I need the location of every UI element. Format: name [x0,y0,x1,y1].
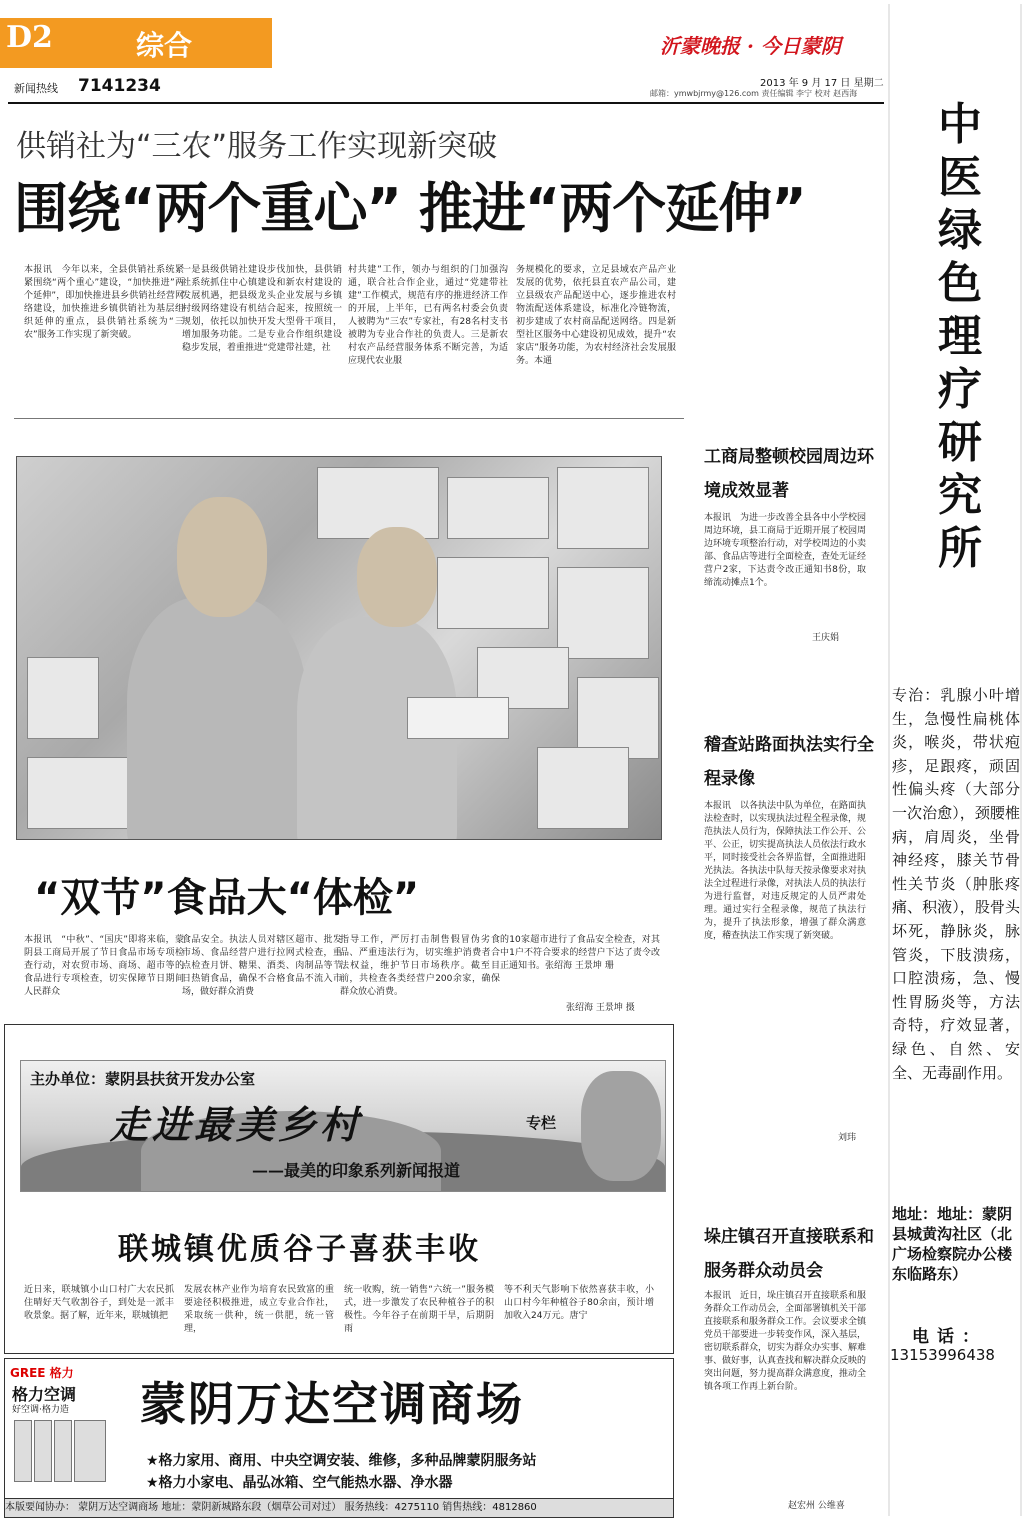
side-article-2-body: 本报讯 以各执法中队为单位，在路面执法检查时，以实现执法过程全程录像，规范执法人员行为，保障执法工作公开、公平、公正，切实提高执法人员依法行政水平，同时接受社会各界监督，全面推进阳光执法。各执法中队每天按录像要求对执法全过程进行录像，对执法人员的执法行为进行监督，对违反规定的人员严肃处理。通过实行全程录像，规范了执法行为，提升了执法形象，增强了群众满意度，稽查执法工作实现了新突破。 [704,801,867,941]
village-column-3: 统一收购，统一销售“六统一”服务模式，进一步激发了农民种植谷子的积极性。今年谷子在前期干旱，后期阴雨 [344,1285,494,1334]
clinic-phone-label: 电话： [912,1327,987,1347]
page-id: D2 [6,20,53,55]
header-rule [8,102,884,104]
village-column-1: 近日来，联城镇小山口村广大农民抓住晴好天气收割谷子，到处是一派丰收景象。据了解，近年来，联城镇把 [24,1285,174,1321]
issue-date: 2013 年 9 月 17 日 星期二 [760,78,884,89]
village-column-title: 走进最美乡村 [110,1102,363,1147]
photo-feature-column-4: 的10家超市进行了食品安全检查，对其中1户不符合要求的经营户下达了责令改正通知书。张绍海 王景坤 珊 [500,935,660,971]
ac-footer-bar: 本版要闻协办： 蒙阴万达空调商场 地址：蒙阴新城路东段（烟草公司对过） 服务热线：4275110 销售热线：4812860 [4,1498,674,1518]
side-article-3-title: 垛庄镇召开直接联系和服务群众动员会 [704,1227,874,1281]
side-article-1-author: 王庆娟 [812,633,840,643]
photo-feature-column-2: 食品安全。执法人员对辖区超市、批发市场、食品经营户进行拉网式检查，重点检查月饼、糖果、酒类、肉制品等节日热销食品，确保不合格食品不流入市场，做好群众消费 [182,935,342,997]
lead-column-2: 一是县级供销社建设步伐加快，县供销社系统抓住中心镇建设和新农村建设的发展机遇，把县级龙头企业发展与乡镇村级网络建设有机结合起来，按照统一规划，依托以加快开发大型骨干项目，增加服务功能。二是专业合作组织建设稳步发展，着重推进“党建带社建，社 [182,265,342,353]
ac-store-name: 蒙阴万达空调商场 [140,1377,524,1431]
lead-kicker: 供销社为“三农”服务工作实现新突破 [16,129,498,164]
inspection-photo [16,456,662,840]
hotline-label: 新闻热线 [14,82,58,95]
side-article-1-title: 工商局整顿校园周边环境成效显著 [704,447,874,501]
lead-column-3: 村共建”工作，领办与组织的门加强沟通，联合社合作企业，通过“党建带社建”工作模式，规范有序的推进经济工作的开展，上半年，已有两名村委会负责人被聘为“三农”专家社，有28名村支书被聘为专业合作社的负责人。三是新农村农产品经营服务体系不断完善，为适应现代农业服 [348,265,508,366]
masthead-logo: 沂蒙晚报 · 今日蒙阴 [660,34,841,58]
lead-column-4: 务规模化的要求，立足县域农产品产业发展的优势，依托县直农产品公司，建立县级农产品配送中心，逐步推进农村物流配送体系建设，标准化冷链物流，初步建成了农村商品配送网络。四是新型社区服务中心建设初见成效，提升“农家店”服务功能，为农村经济社会发展服务。本通 [516,265,676,366]
photo-feature-column-1: 本报讯 “中秋”、“国庆”即将来临，蒙阴县工商局开展了节日食品市场专项检查行动，对农贸市场、商场、超市等的食品进行专项检查，切实保障节日期间人民群众 [24,935,184,997]
ac-service-line-1: ★格力家用、商用、中央空调安装、维修，多种品牌蒙阴服务站 [146,1453,537,1469]
clinic-name: 中医绿色理疗研究所 [938,99,982,574]
gree-logo: GREE 格力 [10,1366,74,1380]
ac-service-line-2: ★格力小家电、晶弘冰箱、空气能热水器、净水器 [146,1475,453,1491]
gree-slogan: 好空调·格力造 [12,1405,69,1415]
village-column-suffix: 专栏 [526,1114,557,1132]
ac-unit-image [74,1420,106,1482]
section-divider [14,418,684,419]
editor-line: 邮箱：ymwbjrmy@126.com 责任编辑 李宁 校对 赵西海 [650,89,858,98]
clinic-phone: 13153996438 [890,1346,995,1364]
photo-feature-title: “双节”食品大“体检” [34,875,420,921]
side-article-3-body: 本报讯 近日，垛庄镇召开直接联系和服务群众工作动员会，全面部署镇机关干部直接联系和服务群众工作。会议要求全镇党员干部要进一步转变作风，深入基层，密切联系群众，切实为群众办实事、解难事、做好事，认真查找和解决群众反映的突出问题，努力提高群众满意度，推动全镇各项工作再上新台阶。 [704,1291,867,1392]
clinic-treatments: 专治：乳腺小叶增生，急慢性扁桃体炎，喉炎，带状疱疹，足跟疼，顽固性偏头疼（大部分一次治愈），颈腰椎病，肩周炎，坐骨神经疼，膝关节骨性关节炎（肿胀疼痛、积液），股骨头坏死，静脉炎，脉管炎，下肢溃疡，口腔溃疡，急、慢性胃肠炎等，方法奇特，疗效显著，绿色、自然、安全、无毒副作用。 [892,686,1020,1082]
village-headline: 联城镇优质谷子喜获丰收 [118,1232,481,1267]
section-label: 综合 [136,29,193,62]
village-column-2: 发展农林产业作为培育农民致富的重要途径积极推进，成立专业合作社，采取统一供种，统一供肥，统一管理， [184,1285,334,1334]
village-organizer: 主办单位：蒙阴县扶贫开发办公室 [30,1070,256,1088]
side-article-2-title: 稽查站路面执法实行全程录像 [704,735,874,789]
side-article-1-body: 本报讯 为进一步改善全县各中小学校园周边环境，县工商局于近期开展了校园周边环境专项整治行动，对学校周边的小卖部、食品店等进行全面检查，查处无证经营户2家，下达责令改正通知书8份，取缔流动摊点1个。 [704,513,867,588]
clinic-address: 地址：地址：蒙阴县城黄沟社区（北广场检察院办公楼东临路东） [892,1205,1013,1283]
ac-unit-image [54,1420,72,1482]
ac-unit-image [34,1420,52,1482]
village-column-4: 等不利天气影响下依然喜获丰收，小山口村今年种植谷子80余亩，预计增加收入24万元。唐宁 [504,1285,654,1321]
lead-headline: 围绕“两个重心” 推进“两个延伸” [14,177,806,240]
hotline-number: 7141234 [78,76,161,96]
photo-feature-column-3: 指导工作，严厉打击制售假冒伪劣食品、严重违法行为，切实维护消费者合法权益，维护节日市场秩序。截至目前，共检查各类经营户200余家，确保群众放心消费。 [340,935,500,997]
lead-column-1: 本报讯 今年以来，全县供销社系统紧紧围绕“两个重心”建设，“加快推进”两个延伸”，即加快推进县乡供销社经营网络建设，加快推进乡镇供销社为基层组织延伸的重点，县供销社系统为“三农”服务工作实现了新突破。 [24,265,184,340]
side-article-2-author: 刘玮 [838,1133,857,1143]
photo-byline: 张绍海 王景坤 摄 [566,1003,635,1013]
side-article-3-author: 赵宏州 公维喜 [788,1501,845,1511]
gree-brand-name: 格力空调 [12,1385,77,1404]
ac-unit-image [14,1420,32,1482]
village-tagline: ——最美的印象系列新闻报道 [252,1161,461,1180]
